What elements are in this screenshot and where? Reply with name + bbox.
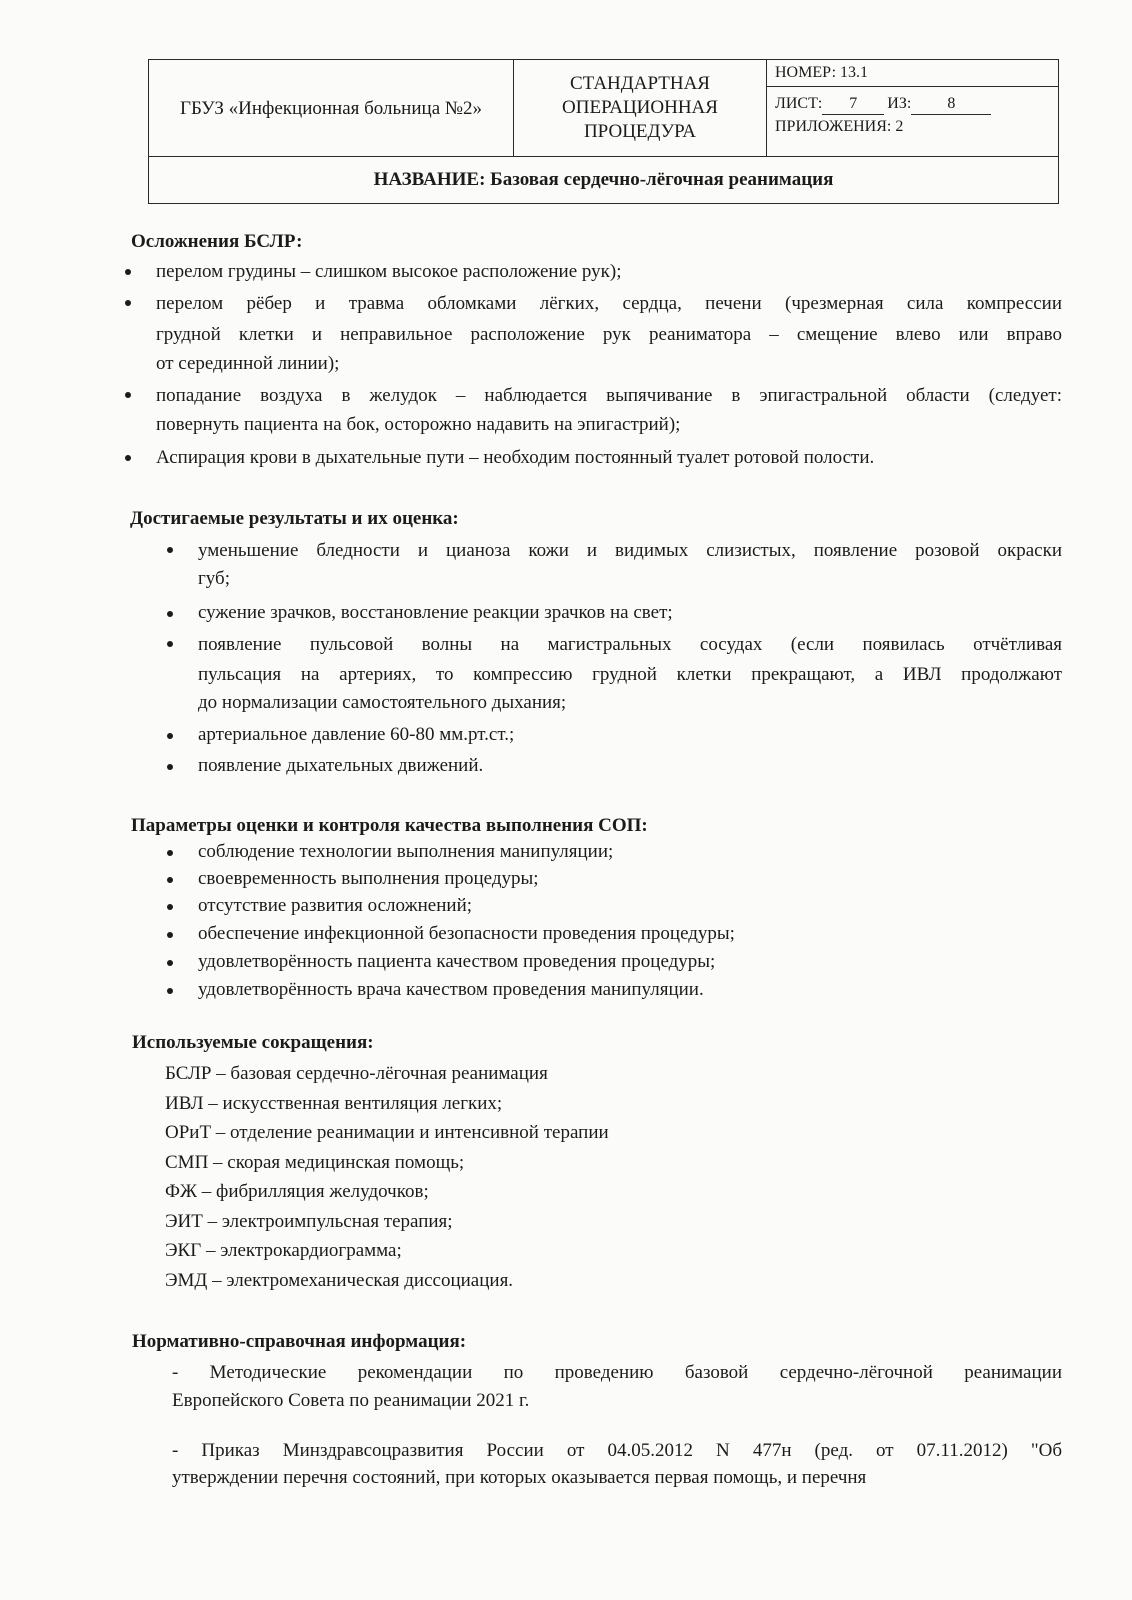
appendices-count: ПРИЛОЖЕНИЯ: 2 bbox=[775, 118, 904, 135]
complication-item: попадание воздуха в желудок – наблюдается выпячивание в эпигастральной области (следует: bbox=[156, 385, 1062, 406]
bullet bbox=[167, 988, 173, 994]
complication-item-cont: от серединной линии); bbox=[156, 353, 340, 374]
abbreviation-item: ОРиТ – отделение реанимации и интенсивной терапии bbox=[165, 1122, 609, 1143]
sheet-label: ЛИСТ: bbox=[775, 95, 823, 112]
quality-item: своевременность выполнения процедуры; bbox=[198, 868, 539, 889]
bullet bbox=[167, 641, 173, 647]
bullet bbox=[167, 547, 173, 553]
complication-item: перелом грудины – слишком высокое расположение рук); bbox=[156, 261, 622, 282]
document-number: НОМЕР: 13.1 bbox=[767, 60, 1058, 87]
sheet-value: 7 bbox=[822, 94, 884, 115]
complication-item-cont: повернуть пациента на бок, осторожно надавить на эпигастрий); bbox=[156, 414, 681, 435]
bullet bbox=[167, 932, 173, 938]
header-row bbox=[149, 60, 1058, 157]
reference-item-cont: Европейского Совета по реанимации 2021 г. bbox=[172, 1390, 530, 1411]
bullet bbox=[125, 269, 131, 275]
abbreviation-item: ИВЛ – искусственная вентиляция легких; bbox=[165, 1093, 503, 1114]
reference-item-cont: утверждении перечня состояний, при которых оказывается первая помощь, и перечня bbox=[172, 1467, 867, 1488]
bullet bbox=[167, 960, 173, 966]
bullet bbox=[167, 850, 173, 856]
sheet-info bbox=[775, 93, 991, 115]
quality-item: удовлетворённость пациента качеством проведения процедуры; bbox=[198, 951, 716, 972]
of-label: ИЗ: bbox=[887, 95, 912, 112]
abbreviation-item: ФЖ – фибрилляция желудочков; bbox=[165, 1181, 429, 1202]
document-title: НАЗВАНИЕ: Базовая сердечно-лёгочная реанимация bbox=[373, 168, 834, 190]
result-item-cont: пульсация на артериях, то компрессию грудной клетки прекращают, а ИВЛ продолжают bbox=[198, 664, 1062, 685]
reference-item: - Приказ Минздравсоцразвития России от 04.05.2012 N 477н (ред. от 07.11.2012) "Об bbox=[172, 1440, 1062, 1461]
result-item: уменьшение бледности и цианоза кожи и видимых слизистых, появление розовой окраски bbox=[198, 540, 1062, 561]
result-item: артериальное давление 60-80 мм.рт.ст.; bbox=[198, 724, 515, 745]
header-table bbox=[148, 59, 1059, 204]
result-item: сужение зрачков, восстановление реакции зрачков на свет; bbox=[198, 602, 673, 623]
abbreviation-item: ЭКГ – электрокардиограмма; bbox=[165, 1240, 402, 1261]
abbreviations-heading: Используемые сокращения: bbox=[132, 1032, 374, 1053]
abbreviation-item: ЭИТ – электроимпульсная терапия; bbox=[165, 1211, 453, 1232]
reference-item: - Методические рекомендации по проведению базовой сердечно-лёгочной реанимации bbox=[172, 1362, 1062, 1383]
quality-item: соблюдение технологии выполнения манипуляции; bbox=[198, 841, 614, 862]
bullet bbox=[167, 733, 173, 739]
bullet bbox=[167, 904, 173, 910]
results-heading: Достигаемые результаты и их оценка: bbox=[130, 508, 459, 529]
bullet bbox=[125, 392, 131, 398]
bullet bbox=[167, 611, 173, 617]
result-item: появление дыхательных движений. bbox=[198, 755, 484, 776]
bullet bbox=[125, 455, 131, 461]
complications-heading: Осложнения БСЛР: bbox=[131, 231, 303, 252]
quality-item: удовлетворённость врача качеством проведения манипуляции. bbox=[198, 979, 704, 1000]
abbreviation-item: БСЛР – базовая сердечно-лёгочная реанимация bbox=[165, 1063, 548, 1084]
result-item-cont: до нормализации самостоятельного дыхания; bbox=[198, 692, 567, 713]
complication-item-cont: грудной клетки и неправильное расположение рук реаниматора – смещение влево или вправо bbox=[156, 324, 1062, 345]
abbreviation-item: СМП – скорая медицинская помощь; bbox=[165, 1152, 465, 1173]
references-heading: Нормативно-справочная информация: bbox=[132, 1331, 467, 1352]
complication-item: перелом рёбер и травма обломками лёгких, сердца, печени (чрезмерная сила компрессии bbox=[156, 293, 1062, 314]
document-type: СТАНДАРТНАЯ ОПЕРАЦИОННАЯ ПРОЦЕДУРА bbox=[514, 60, 767, 156]
complication-item: Аспирация крови в дыхательные пути – необходим постоянный туалет ротовой полости. bbox=[156, 447, 875, 468]
abbreviation-item: ЭМД – электромеханическая диссоциация. bbox=[165, 1270, 514, 1291]
bullet bbox=[167, 877, 173, 883]
result-item: появление пульсовой волны на магистральных сосудах (если появилась отчётливая bbox=[198, 634, 1062, 655]
quality-item: отсутствие развития осложнений; bbox=[198, 895, 473, 916]
organization-name: ГБУЗ «Инфекционная больница №2» bbox=[149, 60, 514, 156]
result-item-cont: губ; bbox=[198, 568, 230, 589]
document-meta bbox=[767, 60, 1058, 156]
of-value: 8 bbox=[911, 94, 991, 115]
bullet bbox=[167, 764, 173, 770]
bullet bbox=[125, 300, 131, 306]
quality-heading: Параметры оценки и контроля качества выполнения СОП: bbox=[131, 815, 648, 836]
quality-item: обеспечение инфекционной безопасности проведения процедуры; bbox=[198, 923, 735, 944]
